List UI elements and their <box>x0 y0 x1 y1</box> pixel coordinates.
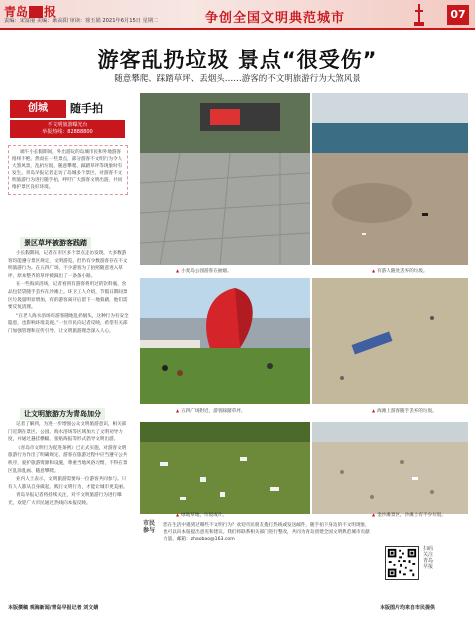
credit-left: 本版撰稿 观海新闻/青岛早报记者 刘文婧 <box>8 605 99 611</box>
column-tag-label: 创城 <box>10 100 66 118</box>
caption-2: ▲ 有游人随处丢弃的垃圾。 <box>372 268 428 274</box>
caption-6: ▲ 金沙滩景区，沙滩上有不少垃圾。 <box>372 512 446 518</box>
section1-paragraph: 在一些海滨浴场，记者看到有游客将用过的饮料瓶、食品包装袋随手丢弃在沙滩上。环卫工人介绍，节假日期间景区垃圾量明显增加，有的游客离开后留下一地狼藉，他们需要反复清理。 <box>8 282 128 311</box>
photo-square-lawn <box>140 278 310 404</box>
photo-grass-litter <box>140 422 310 514</box>
masthead <box>0 0 475 30</box>
reader-note: 您在生活中遇到过哪些不文明行为？欢迎市民朋友拨打热线或发送邮件，随手拍下身边的不文明现象，也可以向本报提出意见和建议。我们将联系相关部门进行整改，共同为青岛创建全国文明典范城市贡献力量。邮箱：zhaobao@163.com <box>163 523 370 543</box>
tower-icon <box>412 2 426 28</box>
photo-golden-beach <box>312 422 468 514</box>
caption-4: ▲ 海滩上游客随手丢弃的垃圾。 <box>372 408 437 414</box>
hotline-line2: 举报热线：82888800 <box>42 129 93 135</box>
section2-body <box>8 421 130 509</box>
subheadline: 随意攀爬、踩踏草坪、丢烟头……游客的不文明旅游行为大煞风景 <box>114 74 361 84</box>
editor-meta: 责编：宋富丽 美编：耿高阳 审读：徐玉娟 2021年6月15日 星期二 <box>4 18 159 24</box>
column-title: 随手拍 <box>70 102 103 115</box>
photo-beach-trash <box>312 93 468 265</box>
logo-text-a: 青岛 <box>4 5 29 19</box>
headline: 游客乱扔垃圾 景点“很受伤” <box>97 48 378 72</box>
page-number: 07 <box>447 5 469 25</box>
credit-right: 本版图片均来自市民提供 <box>380 605 436 611</box>
qr-label: 扫码关注青岛早报 <box>423 546 434 570</box>
column-tag <box>10 96 125 140</box>
caption-3: ▲ 五四广场附近，游客踩踏草坪。 <box>176 408 245 414</box>
section1-body <box>8 250 130 337</box>
caption-5: ▲ 绿地草地，垃圾成片。 <box>176 512 227 518</box>
section2-paragraph: 《青岛市文明行为促进条例》已正式实施，对游客文明旅游行为作出了明确规定。游客在旅游过程中应当遵守公共秩序，爱护旅游资源和设施，尊重当地风俗习惯，不得在景区乱涂乱画、随意攀爬。 <box>8 445 128 474</box>
section2-paragraph: 业内人士表示，文明旅游需要每一位游客共同参与。只有人人都从自身做起，践行文明行为，才能让城市更美丽。 <box>8 477 128 490</box>
section1-paragraph: 小长假期间，记者在市区多个景点走访发现，大多数游客均能遵守景区规定，文明游览，但仍有少数游客存在不文明旅游行为。在五四广场，不少游客为了拍照随意进入草坪，原本整齐的草坪被踩出了一条条小路。 <box>8 251 128 279</box>
hotline-box <box>10 120 125 138</box>
section1-paragraph: “在老人海水浴场有游客随地乱扔烟头，这种行为有安全隐患，也影响环境美观。”一位市民向记者反映，希望有关部门加强管理和宣传引导，让文明旅游理念深入人心。 <box>8 313 129 334</box>
photo-park-bench <box>140 93 310 265</box>
hotline-line1: 不文明旅游曝光台 <box>47 122 88 128</box>
campaign-slogan: 争创全国文明典范城市 <box>205 11 346 26</box>
section2-paragraph: 青岛早报记者将持续关注，对不文明旅游行为进行曝光，欢迎广大市民通过热线向本报反映。 <box>8 493 122 506</box>
section1-title: 景区草坪被游客践踏 <box>20 237 91 249</box>
intro-paragraph: 端午小长假期间，外出游玩的岛城市民和外地游客络绎不绝。然而在一些景点，部分游客不文明行为令人大煞风景，乱扔垃圾、随意攀爬、踩踏草坪等现象时有发生。青岛早报记者走访了岛城多个景区，对游客不文明旅游行为进行随手拍，呼吁广大游客文明出游，共同维护景区良好环境。 <box>8 145 128 195</box>
logo-text-b: 报 <box>44 5 57 19</box>
section2-paragraph: 记者了解到，为进一步增强公众文明旅游意识，相关部门近期在景区、公园、海水浴场等区域加大了文明劝导力度，并通过悬挂横幅、张贴海报等形式倡导文明出游。 <box>8 422 127 443</box>
photo-sand-trash <box>312 278 468 404</box>
caption-1: ▲ 小麦岛公园游客在抽烟。 <box>176 268 232 274</box>
qr-code-icon[interactable] <box>385 546 419 580</box>
side-label: 市民参与 <box>143 520 156 534</box>
section2-title: 让文明旅游方为青岛加分 <box>20 408 105 420</box>
